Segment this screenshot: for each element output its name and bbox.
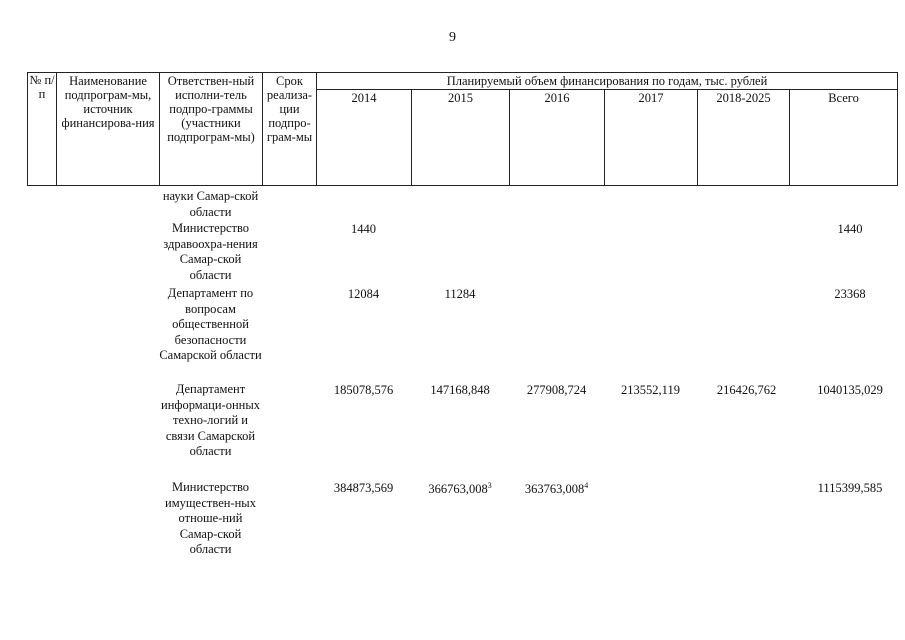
footnote-mark: 4 bbox=[584, 481, 589, 490]
header-planned: Планируемый объем финансирования по годам, тыс. рублей bbox=[317, 73, 898, 90]
value-2018-2025: 216426,762 bbox=[716, 383, 777, 397]
header-year: 2018-2025 bbox=[698, 90, 790, 186]
page-number: 9 bbox=[449, 30, 456, 45]
value-2014: 12084 bbox=[347, 287, 380, 301]
value-2016: 363763,008$^4$ bbox=[524, 481, 589, 497]
row-responsible: Департамент по вопросам общественной безопасности Самарской области bbox=[159, 286, 262, 362]
header-num: № п/п bbox=[28, 73, 57, 186]
header-name: Наименование подпрограм-мы, источник финансирова-ния bbox=[57, 73, 160, 186]
footnote-mark: 3 bbox=[487, 481, 492, 490]
header-term: Срок реализа-ции подпро-грам-мы bbox=[263, 73, 317, 186]
row-responsible: Министерство имуществен-ных отноше-ний Самар-ской области bbox=[165, 480, 256, 556]
header-year: 2016 bbox=[510, 90, 605, 186]
value-total: 1040135,029 bbox=[817, 383, 883, 397]
value-total: 1440 bbox=[837, 222, 863, 236]
value-total: 1115399,585 bbox=[817, 481, 883, 495]
financing-table-header bbox=[27, 72, 898, 186]
value-2015: 11284 bbox=[444, 287, 476, 301]
value-2014: 185078,576 bbox=[333, 383, 394, 397]
value-2015: 366763,008$^3$ bbox=[428, 481, 492, 497]
header-year: 2014 bbox=[317, 90, 412, 186]
value-2015: 147168,848 bbox=[430, 383, 490, 397]
row-responsible: науки Самар-ской области bbox=[162, 189, 259, 219]
value-2017: 213552,119 bbox=[621, 383, 680, 397]
value-total: 23368 bbox=[834, 287, 866, 301]
row-responsible: Министерство здравоохра-нения Самар-ской области bbox=[163, 221, 258, 282]
value-2016: 277908,724 bbox=[526, 383, 587, 397]
header-total: Всего bbox=[790, 90, 898, 186]
header-year: 2017 bbox=[605, 90, 698, 186]
row-responsible: Департамент информаци-онных техно-логий и связи Самарской области bbox=[161, 382, 260, 458]
header-responsible: Ответствен-ный исполни-тель подпро-граммы (участники подпрограм-мы) bbox=[160, 73, 263, 186]
value-2014: 384873,569 bbox=[333, 481, 394, 495]
value-2014: 1440 bbox=[351, 222, 376, 236]
header-year: 2015 bbox=[412, 90, 510, 186]
